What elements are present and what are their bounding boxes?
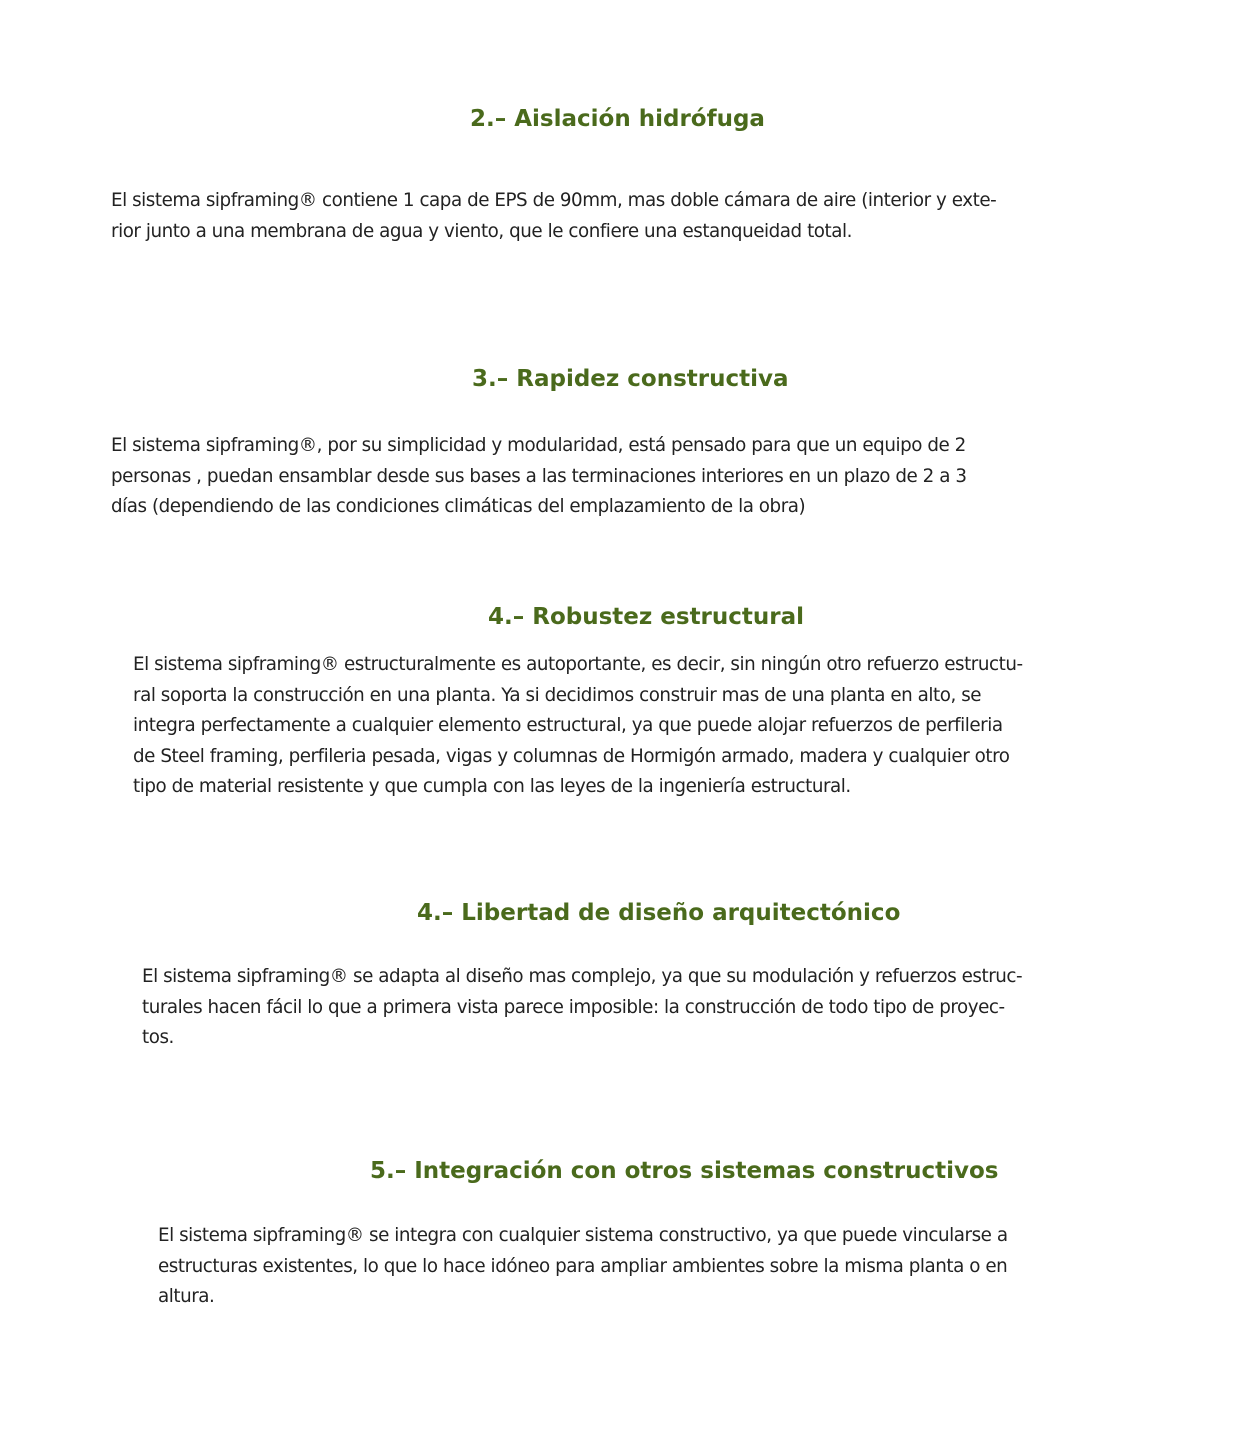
paragraph-line: rior junto a una membrana de agua y viento, que le confiere una estanqueidad total. <box>111 220 852 242</box>
paragraph-line: altura. <box>158 1286 215 1308</box>
paragraph-line: El sistema sipframing®, por su simplicidad y modularidad, está pensado para que un equipo de 2 <box>111 435 966 456</box>
paragraph-line: estructuras existentes, lo que lo hace idóneo para ampliar ambientes sobre la misma planta o en <box>158 1255 1008 1277</box>
paragraph-line: días (dependiendo de las condiciones climáticas del emplazamiento de la obra) <box>111 496 806 518</box>
paragraph-line: El sistema sipframing® contiene 1 capa de EPS de 90mm, mas doble cámara de aire (interior y exte- <box>111 190 997 211</box>
paragraph-line: personas , puedan ensamblar desde sus bases a las terminaciones interiores en un plazo de 2 a 3 <box>111 465 967 487</box>
paragraph-line: El sistema sipframing® se adapta al diseño mas complejo, ya que su modulación y refuerzos estruc- <box>142 966 1023 987</box>
section-paragraph-aislacion <box>111 186 996 247</box>
section-heading-integracion: 5.– Integración con otros sistemas constructivos <box>370 1158 999 1184</box>
paragraph-line: de Steel framing, perfileria pesada, vigas y columnas de Hormigón armado, madera y cualquier otro <box>133 745 1010 767</box>
section-paragraph-rapidez <box>111 431 967 523</box>
paragraph-line: integra perfectamente a cualquier elemento estructural, ya que puede alojar refuerzos de perfileria <box>133 715 1003 737</box>
paragraph-line: tos. <box>142 1027 174 1049</box>
section-heading-aislacion: 2.– Aislación hidrófuga <box>470 106 765 132</box>
section-heading-robustez: 4.– Robustez estructural <box>488 604 805 630</box>
paragraph-line: turales hacen fácil lo que a primera vista parece imposible: la construcción de todo tipo de proyec- <box>142 996 1005 1018</box>
paragraph-line: ral soporta la construcción en una planta. Ya si decidimos construir mas de una planta en alto, se <box>133 684 982 706</box>
section-paragraph-libertad <box>142 962 1022 1054</box>
section-paragraph-robustez <box>133 650 1023 803</box>
paragraph-line: tipo de material resistente y que cumpla con las leyes de la ingeniería estructural. <box>133 776 851 798</box>
section-heading-rapidez: 3.– Rapidez constructiva <box>472 366 789 392</box>
section-paragraph-integracion <box>158 1221 1008 1313</box>
section-heading-libertad: 4.– Libertad de diseño arquitectónico <box>417 900 901 926</box>
paragraph-line: El sistema sipframing® se integra con cualquier sistema constructivo, ya que puede vincularse a <box>158 1225 1008 1246</box>
paragraph-line: El sistema sipframing® estructuralmente es autoportante, es decir, sin ningún otro refuerzo estructu- <box>133 654 1023 675</box>
